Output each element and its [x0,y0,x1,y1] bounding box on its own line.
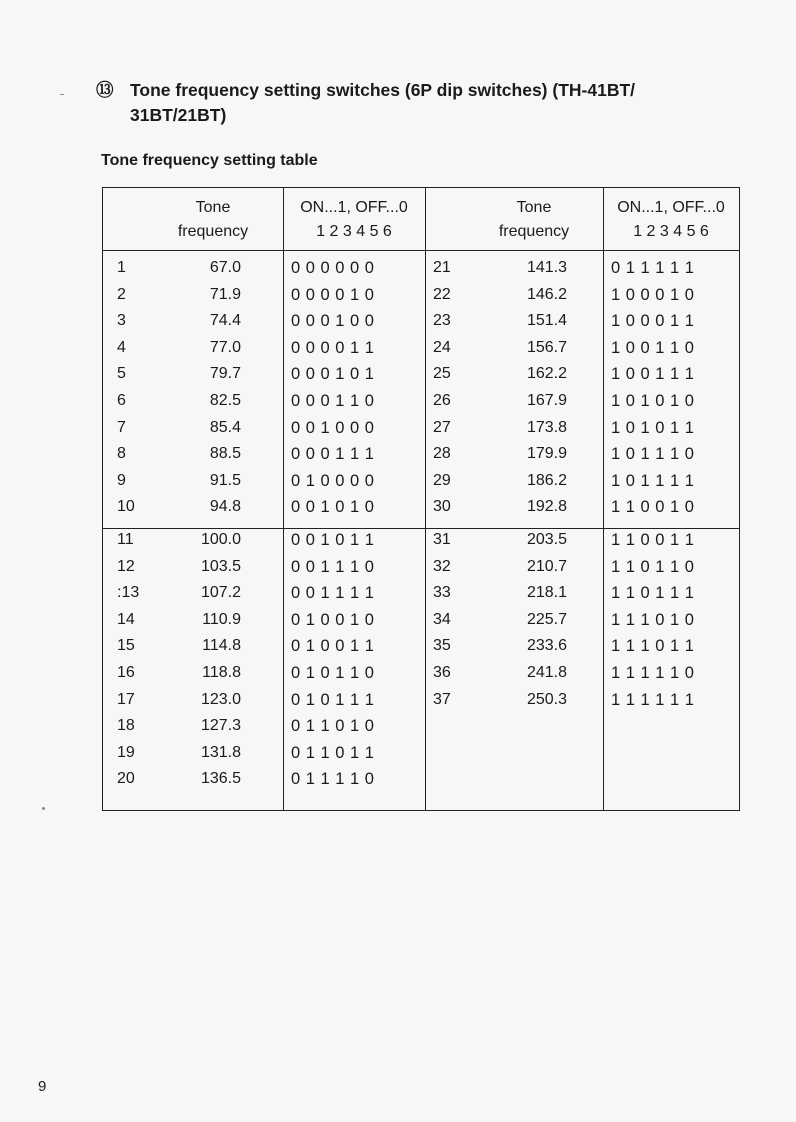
tone-number: 26 [433,392,451,409]
tone-number: 5 [117,365,126,383]
tone-number: 32 [433,557,451,575]
tone-frequency-value: 218.1 [526,584,567,602]
header-switch-right [603,196,739,244]
switch-setting: 0 0 0 1 1 0 [291,392,374,410]
table-row [103,334,739,361]
switch-setting: 0 0 0 1 1 1 [291,445,374,464]
header-switch-left [283,196,425,244]
tone-number: 24 [433,338,451,356]
tone-frequency-value: 118.8 [202,664,241,681]
table-row [103,659,739,686]
tone-frequency-value: 123.0 [200,690,241,708]
tone-frequency-value: 110.9 [202,610,241,628]
tone-number: 16 [117,664,135,681]
switch-setting: 0 1 0 0 1 1 [291,637,374,656]
tone-frequency-value: 179.9 [526,445,567,463]
tone-number: 1 [117,259,126,276]
tone-frequency-value: 79.7 [209,365,241,383]
section-heading-line-1: Tone frequency setting switches (6P dip switches) (TH-41BT/ [130,80,636,100]
switch-setting: 1 1 0 1 1 1 [611,584,694,603]
tone-frequency-value: 85.4 [209,418,241,436]
section-heading [96,78,766,128]
switch-setting: 0 0 1 1 1 1 [291,584,374,603]
table-row [103,765,739,792]
header-tone-frequency-left [143,196,283,244]
tone-number: 15 [117,637,135,655]
tone-frequency-value: 71.9 [209,285,241,303]
table-row [103,307,739,334]
table-row [103,493,739,520]
tone-number: 33 [433,584,451,602]
tone-frequency-table [102,187,740,811]
tone-frequency-value: 67.0 [209,259,241,276]
tone-frequency-value: 88.5 [209,445,241,463]
switch-setting: 1 1 0 1 1 0 [611,557,694,576]
header-tone-label: Tone [195,199,231,216]
tone-frequency-value: 136.5 [200,770,241,788]
header-switch-legend: ON...1, OFF...0 [300,199,408,216]
switch-setting: 0 1 0 0 1 0 [291,610,374,629]
switch-setting: 0 0 0 0 1 0 [291,285,374,304]
scan-speck [60,94,64,95]
tone-frequency-value: 82.5 [209,392,241,409]
header-switch-legend: ON...1, OFF...0 [617,199,725,216]
switch-setting: 0 0 1 0 0 0 [291,418,374,437]
tone-number: 12 [117,557,135,575]
tone-number: 19 [117,743,135,761]
table-row [103,467,739,494]
tone-frequency-value: 241.8 [526,664,567,681]
tone-number: 8 [117,445,126,463]
switch-setting: 0 1 1 1 1 0 [291,770,374,789]
switch-setting: 1 1 1 1 1 1 [611,690,694,709]
tone-number: 36 [433,664,451,681]
switch-setting: 0 0 0 0 1 1 [291,338,374,357]
switch-setting: 1 1 0 0 1 0 [611,498,694,517]
tone-number: 4 [117,338,126,356]
tone-number: 23 [433,312,451,330]
tone-frequency-value: 74.4 [209,312,241,330]
table-title: Tone frequency setting table [101,152,318,169]
table-row [103,440,739,467]
switch-setting: 1 0 0 0 1 0 [611,285,694,304]
switch-setting: 0 1 0 0 0 0 [291,471,374,490]
tone-frequency-value: 167.9 [526,392,567,409]
switch-setting: 0 0 1 1 1 0 [291,557,374,576]
switch-setting: 0 1 0 1 1 1 [291,690,374,709]
tone-frequency-value: 94.8 [209,498,241,516]
header-tone-label: Tone [516,199,552,216]
tone-frequency-value: 210.7 [526,557,567,575]
tone-frequency-value: 127.3 [200,717,241,735]
tone-frequency-value: 77.0 [209,338,241,356]
tone-number: 17 [117,690,135,708]
tone-number: 30 [433,498,451,516]
tone-number: 20 [117,770,135,788]
switch-setting: 0 1 1 0 1 1 [291,743,374,762]
table-row [103,387,739,414]
tone-frequency-value: 91.5 [209,471,241,489]
tone-frequency-value: 103.5 [200,557,241,575]
switch-setting: 1 1 0 0 1 1 [611,531,694,549]
switch-setting: 0 1 1 0 1 0 [291,717,374,736]
tone-number: 28 [433,445,451,463]
tone-frequency-value: 131.8 [200,743,241,761]
tone-number: 7 [117,418,126,436]
tone-frequency-value: 173.8 [526,418,567,436]
switch-setting: 0 1 1 1 1 1 [611,259,694,277]
table-row [103,606,739,633]
switch-setting: 1 1 1 1 1 0 [611,664,694,682]
tone-number: 35 [433,637,451,655]
table-row [103,414,739,441]
switch-setting: 0 1 0 1 1 0 [291,664,374,682]
switch-setting: 1 1 1 0 1 0 [611,610,694,629]
table-row [103,686,739,713]
tone-frequency-value: 146.2 [526,285,567,303]
tone-number: 2 [117,285,126,303]
tone-number: 27 [433,418,451,436]
tone-frequency-value: 186.2 [526,471,567,489]
scan-speck [42,807,45,810]
tone-frequency-value: 225.7 [526,610,567,628]
header-frequency-label: frequency [498,223,570,240]
tone-frequency-value: 151.4 [526,312,567,330]
tone-frequency-value: 100.0 [200,531,241,548]
table-row [103,553,739,580]
tone-number: 11 [117,531,134,548]
section-heading-line-2: 31BT/21BT) [130,105,227,125]
tone-number: :13 [117,584,140,602]
tone-number: 31 [433,531,451,548]
table-row [103,526,739,553]
tone-number: 34 [433,610,451,628]
switch-setting: 0 0 1 0 1 1 [291,531,374,549]
tone-frequency-value: 156.7 [526,338,567,356]
page-number: 9 [38,1078,47,1095]
table-row [103,254,739,281]
tone-number: 9 [117,471,126,489]
tone-number: 3 [117,312,126,330]
switch-setting: 1 0 1 1 1 0 [611,445,694,464]
table-row [103,281,739,308]
switch-setting: 1 0 0 0 1 1 [611,312,694,331]
switch-setting: 1 0 0 1 1 1 [611,365,694,384]
tone-frequency-value: 162.2 [526,365,567,383]
header-frequency-label: frequency [177,223,249,240]
tone-frequency-value: 250.3 [526,690,567,708]
table-row [103,739,739,766]
tone-frequency-value: 107.2 [200,584,241,602]
tone-frequency-value: 141.3 [526,259,567,276]
header-switch-numbers: 1 2 3 4 5 6 [316,223,392,240]
tone-frequency-value: 233.6 [526,637,567,655]
table-row [103,360,739,387]
switch-setting: 1 0 1 0 1 0 [611,392,694,410]
tone-number: 21 [433,259,451,276]
switch-setting: 1 0 1 1 1 1 [611,471,694,490]
tone-number: 14 [117,610,135,628]
tone-number: 37 [433,690,451,708]
tone-frequency-value: 114.8 [202,637,241,655]
tone-number: 18 [117,717,135,735]
tone-frequency-value: 192.8 [526,498,567,516]
switch-setting: 0 0 0 1 0 1 [291,365,374,384]
switch-setting: 1 0 1 0 1 1 [611,418,694,437]
tone-frequency-value: 203.5 [526,531,567,548]
divider-header [103,250,739,251]
table-row [103,579,739,606]
switch-setting: 0 0 1 0 1 0 [291,498,374,517]
header-tone-frequency-right [465,196,603,244]
tone-number: 22 [433,285,451,303]
switch-setting: 1 1 1 0 1 1 [611,637,694,656]
tone-number: 25 [433,365,451,383]
header-switch-numbers: 1 2 3 4 5 6 [633,223,709,240]
table-row [103,712,739,739]
switch-setting: 1 0 0 1 1 0 [611,338,694,357]
switch-setting: 0 0 0 1 0 0 [291,312,374,331]
table-row [103,632,739,659]
tone-number: 29 [433,471,451,489]
switch-setting: 0 0 0 0 0 0 [291,259,374,277]
section-number: ⑬ [96,80,114,100]
tone-number: 6 [117,392,126,409]
tone-number: 10 [117,498,135,516]
